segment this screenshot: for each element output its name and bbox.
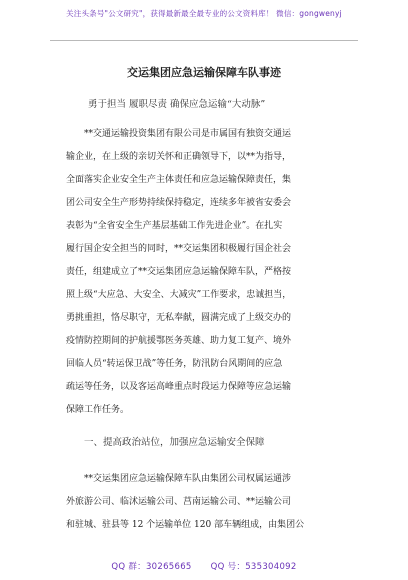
- paragraph-line: 团公司安全生产形势持续保持稳定，连续多年被省安委会: [66, 198, 292, 208]
- paragraph-line: 疫情防控期间的护航援鄂医务英雄、助力复工复产、境外: [66, 336, 292, 346]
- paragraph-line: 疏运等任务，以及客运高峰重点时段运力保障等应急运输: [66, 382, 292, 392]
- paragraph-line: 保障工作任务。: [66, 405, 130, 415]
- paragraph-1: [66, 123, 351, 422]
- paragraph-line: **交通运输投资集团有限公司是市属国有独资交通运: [84, 129, 292, 139]
- document-title: 交运集团应急运输保障车队事迹: [127, 66, 281, 79]
- paragraph-line: 责任，组建成立了**交运集团应急运输保障车队，严格按: [66, 267, 292, 277]
- paragraph-line: 勇挑重担，恪尽职守，无私奉献，圆满完成了上级交办的: [66, 313, 292, 323]
- header-divider: [50, 40, 358, 41]
- paragraph-line: 和驻城、驻县等 12 个运输单位 120 部车辆组成，由集团公: [66, 520, 305, 530]
- paragraph-line: 输企业，在上级的亲切关怀和正确领导下，以**为指导，: [66, 152, 292, 162]
- paragraph-line: 回临人员“转运保卫战”等任务，防汛防台风期间的应急: [66, 359, 283, 369]
- footer-contact: [0, 560, 408, 572]
- qq-group-text: QQ 群：30265665: [111, 562, 192, 572]
- paragraph-line: 外旅游公司、临沭运输公司、莒南运输公司、**运输公司: [66, 497, 292, 507]
- paragraph-line: 照上级“大应急、大安全、大减灾”工作要求，忠诚担当，: [66, 290, 292, 300]
- paragraph-line: 表彰为“全省安全生产基层基础工作先进企业”。在扎实: [66, 221, 283, 231]
- header-banner: 关注头条号"公文研究"，获得最新最全最专业的公文资料库！ 微信：gongwenyj: [66, 9, 342, 18]
- paragraph-line: 全面落实企业安全生产主体责任和应急运输保障责任，集: [66, 175, 292, 185]
- paragraph-line: **交运集团应急运输保障车队由集团公司权属运通涉: [84, 474, 292, 484]
- paragraph-line: 履行国企安全担当的同时，**交运集团积极履行国企社会: [66, 244, 292, 254]
- document-subtitle: 勇于担当 履职尽责 确保应急运输“大动脉”: [88, 99, 266, 110]
- qq-number-text: QQ 号：535304092: [210, 562, 297, 572]
- section-heading-1: 一、提高政治站位，加强应急运输安全保障: [84, 437, 265, 448]
- paragraph-2: [66, 468, 351, 537]
